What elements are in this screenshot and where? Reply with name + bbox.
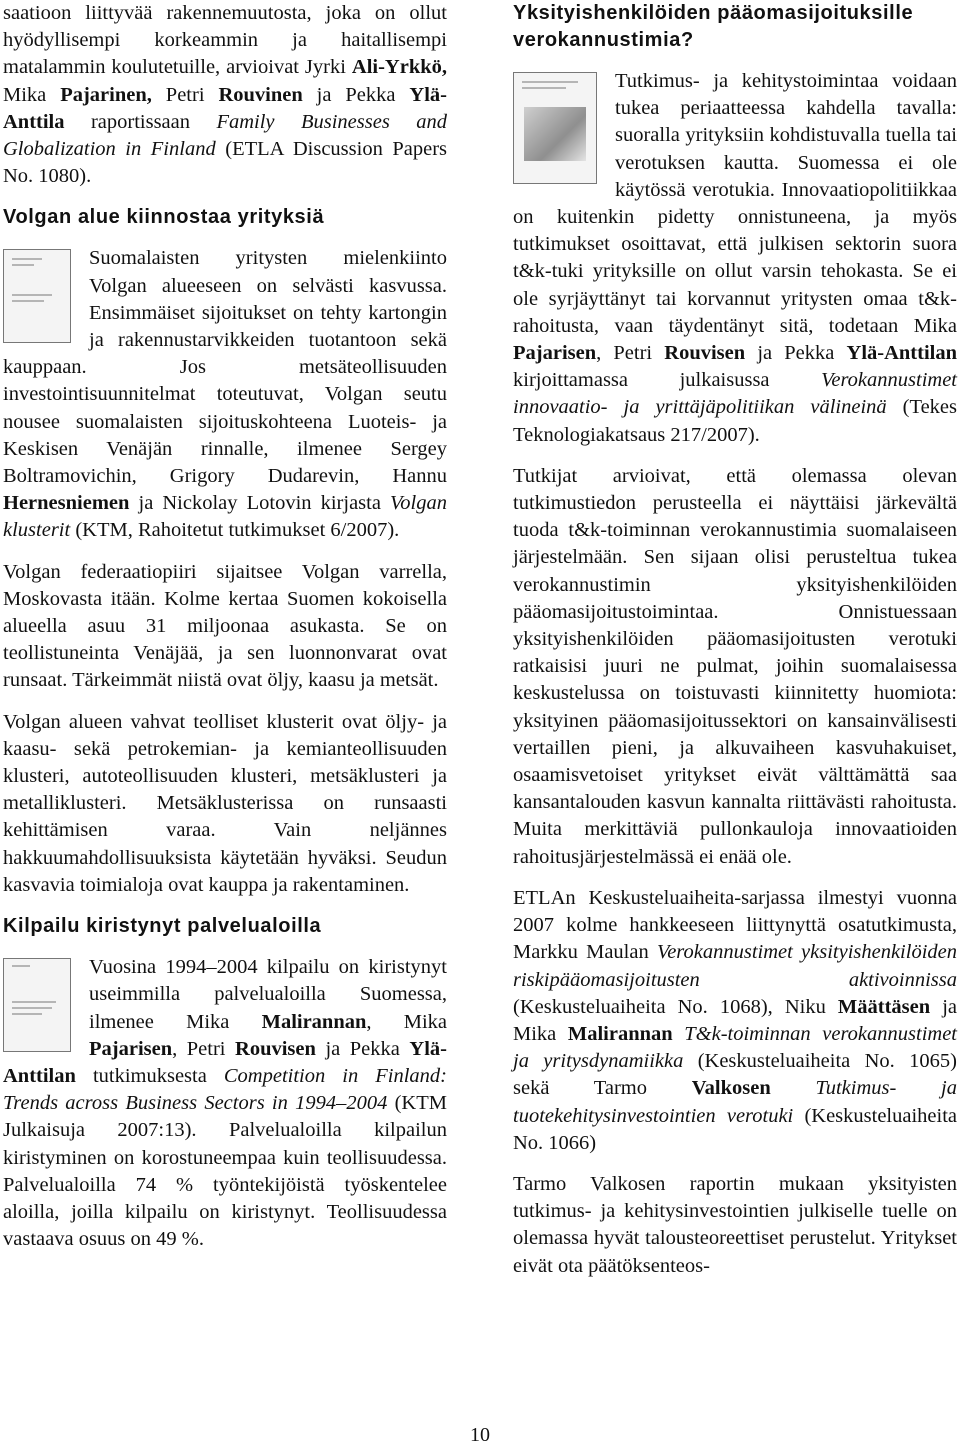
author-name: Pajarinen, [60, 83, 152, 106]
tax-paragraph-4 [513, 1171, 957, 1280]
text-run: ETLAn Keskusteluaiheita-sarjassa ilmestyi vuonna 2007 kolme hankkeeseen liittynyttä osatutkimusta, Markku Maulan [513, 886, 957, 964]
text-run: tutkimuksesta [75, 1064, 224, 1087]
text-run: Volgan federaatiopiiri sijaitsee Volgan varrella, Moskovasta itään. Kolme kertaa Suomen kokoisella alueella asuu 31 miljoonaa asukasta. Se on teollistuneinta Venäjää, ja sen luonnonvarat ovat runsaat. Tärkeimmät niistä ovat öljy, kaasu ja metsät. [3, 560, 447, 692]
author-name: Valkosen [691, 1077, 771, 1100]
text-run [771, 1077, 816, 1099]
text-run: , Petri [596, 342, 665, 365]
text-run: Vuosina 1994–2004 kilpailu on kiristynyt useimmilla palvelualoilla Suomessa, ilmenee Mika [89, 956, 447, 1033]
text-run: kirjoittamassa julkaisussa [513, 369, 822, 392]
page-number: 10 [470, 1424, 490, 1446]
publication-title: Tutkimus- ja tuotekehitysinvestointien verotuki [513, 1077, 957, 1127]
author-name: Hernesniemen [3, 492, 130, 515]
text-run: raportissaan [64, 110, 217, 133]
publication-title: Verokannustimet innovaatio- ja yrittäjäpolitiikan välineinä [513, 369, 957, 419]
author-name: Ylä-Anttilan [846, 342, 957, 365]
author-name: Rouvinen [218, 83, 303, 106]
left-column [3, 0, 447, 1267]
right-column [513, 0, 957, 1294]
author-name: Malirannan [261, 1010, 367, 1033]
heading-volgan-alue: Volgan alue kiinnostaa yrityksiä [3, 206, 325, 229]
report-cover-thumbnail [3, 249, 71, 343]
publication-title: Competition in Finland: Trends across Business Sectors in 1994–2004 [3, 1064, 447, 1115]
author-name: Malirannan [567, 1022, 673, 1045]
text-run: (Keskusteluaiheita No. 1066) [513, 1104, 957, 1154]
text-run: Suomalaisten yritysten mielenkiinto Volgan alueeseen on selvästi kasvussa. Ensimmäiset sijoitukset on tehty kartongin ja rakennustarvikkeiden tuotantoon sekä kauppaan. Jos metsäteollisuuden investointisuunnitelmat toteutuvat, Volgan seutu nousee suomalaisten sijoituskohteena Luoteis- ja Keskisen Venäjän rinnalle, ilmenee Sergey Boltramovichin, Grigory Dudarevin, Hannu [3, 247, 447, 488]
text-run: saatioon liittyvää rakennemuutosta, joka on ollut hyödyllisempi korkeammin ja haitallisempi matalammin koulutetuille, arvioivat Jyrki [3, 2, 447, 79]
author-name: Pajarisen [89, 1037, 173, 1060]
text-run: ja Pekka [745, 342, 847, 365]
text-run: (Keskusteluaiheita No. 1065) sekä Tarmo [513, 1050, 957, 1100]
text-run: ja Mika [513, 995, 957, 1045]
volga-paragraph-3 [3, 709, 447, 899]
report-cover-thumbnail [3, 958, 71, 1052]
text-run: Volgan alueen vahvat teolliset klusterit ovat öljy- ja kaasu- sekä petrokemian- ja kemianteollisuuden klusteri, autoteollisuuden klusteri, metsäklusteri ja metalliklusteri. Metsäklusterissa on runsaasti kehittämisen varaa. Vain neljännes hakkuumahdollisuuksista käytetään hyväksi. Seudun kasvavia toimialoja ovat kauppa ja rakentaminen. [3, 710, 447, 896]
text-run: (Keskusteluaiheita No. 1068), Niku [513, 995, 838, 1018]
heading-verokannustimia: Yksityishenkilöiden pääomasijoituksille verokannustimia? [513, 2, 914, 51]
publication-title: Family Businesses and Globalization in Finland [3, 110, 447, 161]
author-name: Määttäsen [837, 995, 931, 1018]
tax-paragraph-2 [513, 463, 957, 871]
text-run: (KTM Julkaisuja 2007:13). Palvelualoilla kilpailun kiristyminen on korostuneempaa kuin teollisuudessa. Palvelualoilla 74 % työntekijöistä työskentelee aloilla, joilla kilpailu on kiristynyt. Teollisuudessa vastaava osuus on 49 %. [3, 1092, 447, 1251]
text-run: (Tekes Teknologiakatsaus 217/2007). [513, 396, 957, 446]
text-run: ja Nickolay Lotovin kirjasta [129, 492, 391, 515]
author-name: Ylä-Anttilan [3, 1037, 447, 1087]
author-name: Pajarisen [513, 342, 597, 365]
volga-paragraph-2 [3, 559, 447, 695]
tax-paragraph-3 [513, 885, 957, 1157]
text-run [673, 1023, 685, 1045]
publication-title: T&k-toiminnan verokannustimet ja yritysdynamiikka [513, 1022, 957, 1073]
text-run: Tutkijat arvioivat, että olemassa olevan tutkimustiedon perusteella ei näyttäisi järkevältä tuoda t&k-toiminnan verokannustimia suomalaiseen järjestelmään. Sen sijaan olisi perusteltua tukea verokannustimin yksityishenkilöiden pääomasijoitustoimintaa. Onnistuessaan yksityishenkilöiden pääomasijoitusten verotuki ratkaisisi juuri ne pulmat, joihin suomalaisessa keskustelussa on toistuvasti kiinnitetty huomiota: yksityinen pääomasijoitussektori on kansainvälisesti vertaillen pieni, ja alkuvaiheen kasvuhakuiset, osaamisvetoiset yritykset eivät välttämättä saa kansantalouden kasvun kannalta riittävästi rahoitusta. Muita merkittäviä pullonkauloja innovaatioiden rahoitusjärjestelmässä ei enää ole. [513, 464, 957, 868]
text-run: Mika [3, 83, 61, 106]
text-run: ja Pekka [302, 83, 410, 106]
publication-title: Volgan klusterit [3, 492, 447, 542]
intro-paragraph [3, 0, 447, 190]
publication-title: Verokannustimet yksityishenkilöiden riskipääomasijoitusten aktivoinnissa [513, 941, 957, 991]
text-run: (ETLA Discussion Papers No. 1080). [3, 138, 448, 188]
text-run: Tutkimus- ja kehitystoimintaa voidaan tukea periaatteessa kahdella tavalla: suoralla yrityksiin kohdistuvalla tuella tai verotuksen kautta. Suomessa ei ole käytössä verotukia. Innovaatiopolitiikkaa on kuitenkin pidetty onnistuneena, ja myös tutkimukset osoittavat, että julkisen sektorin suora t&k-tuki yrityksille on ollut varsin tehokasta. Se ei ole syrjäyttänyt tai korvannut yritysten omaa t&k-rahoitusta, vaan täydentänyt sitä, todetaan Mika [513, 70, 957, 337]
author-name: Ali-Yrkkö, [351, 56, 447, 79]
text-run: , Petri [172, 1037, 236, 1060]
text-run: (KTM, Rahoitetut tutkimukset 6/2007). [70, 519, 400, 542]
heading-kilpailu: Kilpailu kiristynyt palvelualoilla [3, 915, 322, 938]
text-run: ja Pekka [315, 1037, 410, 1060]
report-cover-thumbnail [513, 72, 597, 184]
text-run: , Mika [366, 1010, 448, 1033]
text-run: Petri [151, 83, 219, 106]
author-name: Ylä-Anttila [3, 83, 447, 133]
text-run: Tarmo Valkosen raportin mukaan yksityisten tutkimus- ja kehitysinvestointien julkiselle tuelle on olemassa hyvät talousteoreettiset perustelut. Yritykset eivät ota päätöksenteos- [513, 1172, 957, 1277]
author-name: Rouvisen [664, 342, 746, 365]
author-name: Rouvisen [235, 1037, 316, 1060]
